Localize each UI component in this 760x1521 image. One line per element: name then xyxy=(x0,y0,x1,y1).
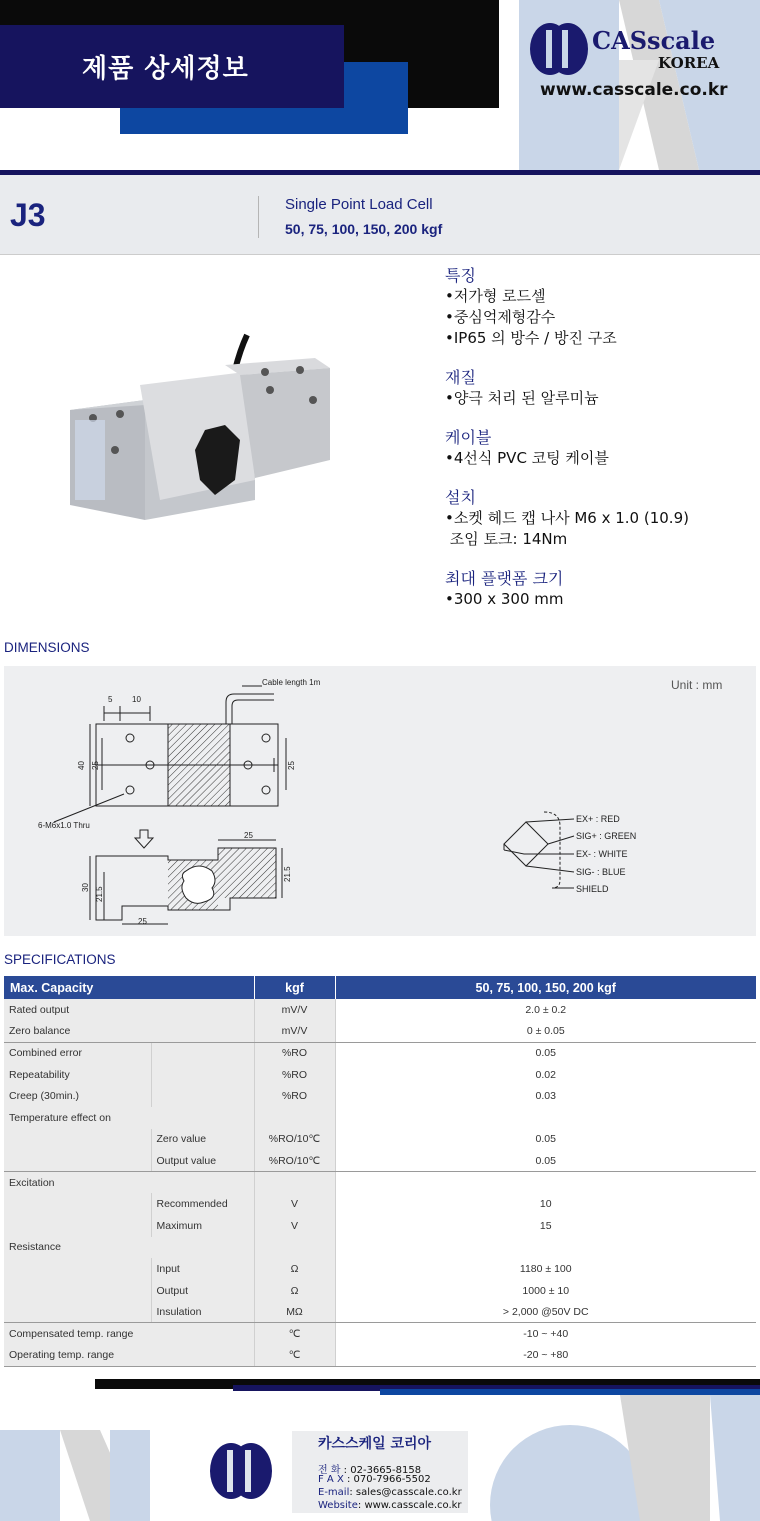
website-label: Website xyxy=(318,1500,358,1511)
product-type: Single Point Load Cell xyxy=(285,196,433,213)
features-list xyxy=(445,265,755,628)
feature-line: •300 x 300 mm xyxy=(445,590,564,608)
band-separator xyxy=(258,196,259,238)
table-row xyxy=(4,1172,756,1194)
spec-name: Combined error xyxy=(4,1042,151,1064)
dim-label: 40 xyxy=(77,761,86,770)
spec-value: -10 ~ +40 xyxy=(335,1323,756,1345)
dim-label: 21.5 xyxy=(283,866,292,882)
wire-label: EX- : WHITE xyxy=(576,849,628,859)
spec-unit: %RO/10℃ xyxy=(254,1150,335,1172)
table-row xyxy=(4,1042,756,1064)
spec-name: Resistance xyxy=(4,1237,254,1259)
spec-unit xyxy=(254,1237,335,1259)
feature-heading: 특징 xyxy=(445,266,476,285)
spec-unit: mV/V xyxy=(254,1021,335,1043)
spec-sub: Input xyxy=(151,1258,254,1280)
dim-label: 25 xyxy=(287,761,296,770)
spec-unit: MΩ xyxy=(254,1301,335,1323)
table-row xyxy=(4,1258,756,1280)
spec-sub: Output xyxy=(151,1280,254,1302)
spec-header-value: 50, 75, 100, 150, 200 kgf xyxy=(335,976,756,999)
spec-name xyxy=(4,1301,151,1323)
spec-unit: ℃ xyxy=(254,1323,335,1345)
spec-unit xyxy=(254,1107,335,1129)
spec-name: Operating temp. range xyxy=(4,1345,254,1367)
feature-group xyxy=(445,367,755,409)
table-row xyxy=(4,1280,756,1302)
spec-sub: Recommended xyxy=(151,1193,254,1215)
website-url[interactable]: www.casscale.co.kr xyxy=(540,80,728,100)
product-capacities: 50, 75, 100, 150, 200 kgf xyxy=(285,221,443,237)
spec-name xyxy=(4,1150,151,1172)
website-line: Website: www.casscale.co.kr xyxy=(318,1500,462,1511)
spec-value: 0.02 xyxy=(335,1064,756,1086)
table-row xyxy=(4,1085,756,1107)
spec-sub: Insulation xyxy=(151,1301,254,1323)
table-row xyxy=(4,1107,756,1129)
feature-line: •중심억제형감수 xyxy=(445,308,556,326)
spec-header-row xyxy=(4,976,756,999)
spec-unit: %RO xyxy=(254,1064,335,1086)
feature-group xyxy=(445,427,755,469)
page-title: 제품 상세정보 xyxy=(82,54,249,84)
spec-sub xyxy=(151,1085,254,1107)
spec-value: 2.0 ± 0.2 xyxy=(335,999,756,1021)
wire-label: SIG- : BLUE xyxy=(576,867,626,877)
spec-sub: Maximum xyxy=(151,1215,254,1237)
spec-value xyxy=(335,1237,756,1259)
spec-unit: %RO xyxy=(254,1042,335,1064)
fax-label: F A X xyxy=(318,1474,344,1485)
spec-value xyxy=(335,1107,756,1129)
spec-name: Creep (30min.) xyxy=(4,1085,151,1107)
spec-unit: V xyxy=(254,1215,335,1237)
spec-value: 0.03 xyxy=(335,1085,756,1107)
spec-unit: ℃ xyxy=(254,1345,335,1367)
spec-value: 0.05 xyxy=(335,1129,756,1151)
spec-name: Temperature effect on xyxy=(4,1107,254,1129)
spec-unit xyxy=(254,1172,335,1194)
spec-unit: %RO/10℃ xyxy=(254,1129,335,1151)
spec-unit: mV/V xyxy=(254,999,335,1021)
table-row xyxy=(4,1323,756,1345)
footer-decoration-right xyxy=(480,1395,760,1521)
spec-sub: Zero value xyxy=(151,1129,254,1151)
wire-label: SIG+ : GREEN xyxy=(576,831,637,841)
dim-label: 25 xyxy=(138,917,147,926)
phone-value[interactable]: 02-3665-8158 xyxy=(350,1465,422,1476)
feature-line: •저가형 로드셀 xyxy=(445,287,546,305)
table-row xyxy=(4,1193,756,1215)
spec-name xyxy=(4,1193,151,1215)
dimensions-title: DIMENSIONS xyxy=(4,640,90,655)
spec-header-name: Max. Capacity xyxy=(4,976,254,999)
spec-sub xyxy=(151,1064,254,1086)
spec-sub: Output value xyxy=(151,1150,254,1172)
spec-name xyxy=(4,1129,151,1151)
spec-unit: %RO xyxy=(254,1085,335,1107)
website-value[interactable]: www.casscale.co.kr xyxy=(364,1500,462,1511)
dim-label: 25 xyxy=(244,831,253,840)
spec-name xyxy=(4,1258,151,1280)
dim-label: 25 xyxy=(91,761,100,770)
dimension-drawing xyxy=(4,666,756,940)
email-line: E-mail: sales@casscale.co.kr xyxy=(318,1487,462,1498)
spec-name: Excitation xyxy=(4,1172,254,1194)
phone-line: 전 화 : 02-3665-8158 xyxy=(318,1465,422,1476)
email-label: E-mail xyxy=(318,1487,350,1498)
spec-value: 1180 ± 100 xyxy=(335,1258,756,1280)
thread-label: 6-M6x1.0 Thru xyxy=(38,821,90,830)
table-row xyxy=(4,1064,756,1086)
feature-heading: 케이블 xyxy=(445,428,492,447)
spec-sub xyxy=(151,1042,254,1064)
table-row xyxy=(4,1345,756,1367)
table-row xyxy=(4,1237,756,1259)
feature-heading: 재질 xyxy=(445,368,476,387)
brand-name: CASscale xyxy=(592,26,716,55)
product-model: J3 xyxy=(10,197,46,233)
table-row xyxy=(4,1150,756,1172)
spec-name: Repeatability xyxy=(4,1064,151,1086)
feature-line: •4선식 PVC 코팅 케이블 xyxy=(445,449,609,467)
spec-value: -20 ~ +80 xyxy=(335,1345,756,1367)
dim-label: 30 xyxy=(81,883,90,892)
wire-label: EX+ : RED xyxy=(576,814,620,824)
spec-value xyxy=(335,1172,756,1194)
dim-label: 21.5 xyxy=(95,886,104,902)
spec-name xyxy=(4,1280,151,1302)
spec-name: Compensated temp. range xyxy=(4,1323,254,1345)
table-row xyxy=(4,1021,756,1043)
unit-label: Unit : mm xyxy=(671,678,723,692)
spec-value: 10 xyxy=(335,1193,756,1215)
feature-heading: 최대 플랫폼 크기 xyxy=(445,569,564,588)
brand-sub: KOREA xyxy=(658,54,720,72)
spec-unit: V xyxy=(254,1193,335,1215)
cable-length-label: Cable length 1m xyxy=(262,678,321,687)
spec-value: > 2,000 @50V DC xyxy=(335,1301,756,1323)
wire-label: SHIELD xyxy=(576,884,609,894)
spec-unit: Ω xyxy=(254,1280,335,1302)
spec-value: 0.05 xyxy=(335,1150,756,1172)
email-value[interactable]: sales@casscale.co.kr xyxy=(355,1487,462,1498)
spec-name: Rated output xyxy=(4,999,254,1021)
table-row xyxy=(4,1301,756,1323)
product-band xyxy=(0,175,760,255)
feature-heading: 설치 xyxy=(445,488,476,507)
dim-label: 5 xyxy=(108,695,113,704)
cas-logo-icon xyxy=(208,1442,274,1504)
feature-line: •양극 처리 된 알루미늄 xyxy=(445,389,599,407)
spec-value: 1000 ± 10 xyxy=(335,1280,756,1302)
load-cell-image xyxy=(65,330,340,534)
cas-logo-icon xyxy=(528,22,590,80)
feature-line: 조임 토크: 14Nm xyxy=(445,530,568,548)
table-row xyxy=(4,999,756,1021)
feature-group xyxy=(445,568,755,610)
footer-decoration-left xyxy=(0,1430,150,1521)
feature-line: •IP65 의 방수 / 방진 구조 xyxy=(445,329,617,347)
dim-label: 10 xyxy=(132,695,141,704)
table-row xyxy=(4,1215,756,1237)
fax-value: 070-7966-5502 xyxy=(353,1474,431,1485)
spec-value: 15 xyxy=(335,1215,756,1237)
phone-label: 전 화 xyxy=(318,1465,341,1476)
feature-group xyxy=(445,265,755,349)
company-name: 카스스케일 코리아 xyxy=(318,1436,432,1452)
spec-value: 0.05 xyxy=(335,1042,756,1064)
fax-line: F A X : 070-7966-5502 xyxy=(318,1474,431,1485)
spec-unit: Ω xyxy=(254,1258,335,1280)
specifications-title: SPECIFICATIONS xyxy=(4,952,116,967)
spec-table xyxy=(4,976,756,1367)
table-row xyxy=(4,1129,756,1151)
spec-header-unit: kgf xyxy=(254,976,335,999)
spec-name: Zero balance xyxy=(4,1021,254,1043)
feature-line: •소켓 헤드 캡 나사 M6 x 1.0 (10.9) xyxy=(445,509,689,527)
spec-name xyxy=(4,1215,151,1237)
spec-value: 0 ± 0.05 xyxy=(335,1021,756,1043)
feature-group xyxy=(445,487,755,550)
